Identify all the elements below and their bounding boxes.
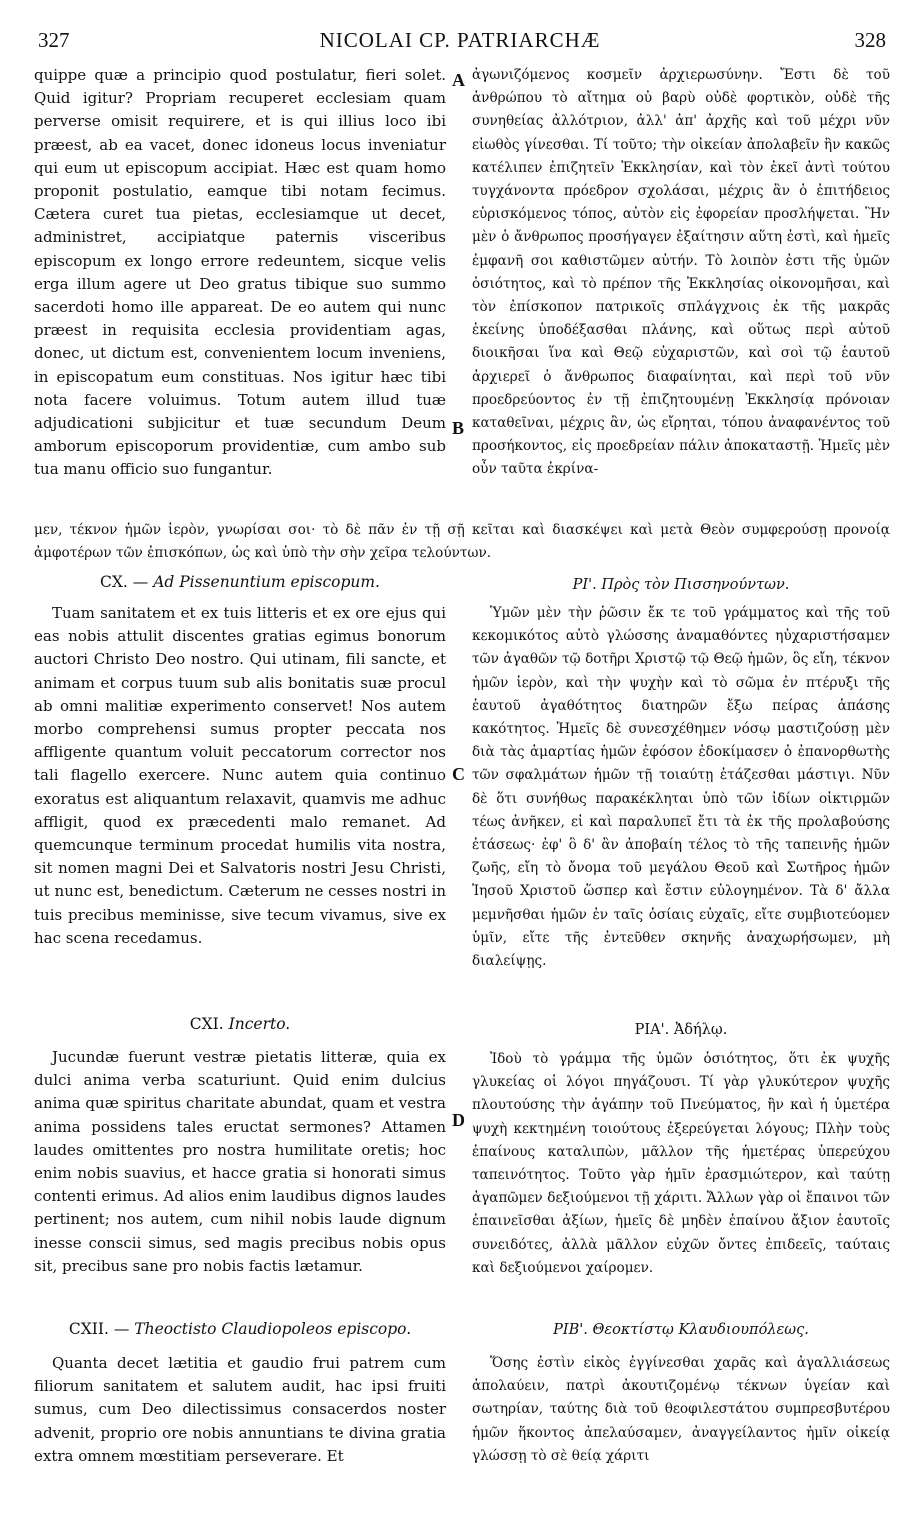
heading-title: Incerto.	[228, 1015, 291, 1033]
latin-paragraph-4: Quanta decet lætitia et gaudio frui patrem cum filiorum sanitatem et salutem audit, hac ipsi fruiti sumus, cum Deo dilectissimus consacerdos noster advenit, proprio ore nobis annuntians te divina gratia extra omnem mœstitiam perseverare. Et	[34, 1354, 446, 1465]
heading-number: CX. —	[100, 573, 154, 591]
heading-number: CXI.	[189, 1015, 229, 1033]
margin-mark-b: B	[452, 418, 465, 438]
page-number-right: 328	[854, 28, 886, 52]
greek-letter-111	[472, 1048, 890, 1280]
latin-column	[34, 64, 446, 482]
heading-title: ΡΙΒ'. Θεοκτίστῳ Κλαυδιουπόλεως.	[553, 1322, 809, 1338]
greek-letter-110	[472, 602, 890, 973]
latin-paragraph-1: quippe quæ a principio quod postulatur, fieri solet. Quid igitur? Propriam recuperet ecclesiam quam perverse omisit requirere, et is qui illius loco ibi præest, ab ea vacet, donec idoneus locus inveniatur qui eum ut episcopum accipiat. Hæc est quam homo proponit postulatio, eamque tibi notam fecimus. Cætera curet tua pietas, ecclesiamque ut decet, administret, accipiatque paternis visceribus episcopum ex longo errore redeuntem, sicque velis erga illum agere ut Deo gratus tibique suo summo sacerdoti homo ille appareat. De eo autem qui nunc præest in requisita ecclesia providentiam agas, donec, ut dictum est, convenientem locum inveniens, in episcopatum eum constituas. Nos igitur hæc tibi nota facere voluimus. Totum autem illud tuæ adjudicationi subjicitur et tuæ secundum Deum amborum episcoporum providentiæ, cum ambo sub tua manu officio suo fungantur.	[34, 66, 446, 479]
latin-heading-110	[34, 570, 446, 594]
greek-spanning-lines: μεν, τέκνον ἡμῶν ἱερὸν, γνωρίσαι σοι· τὸ δὲ πᾶν ἐν τῇ σῇ κεῖται καὶ διασκέψει καὶ μετὰ Θεὸν συμφερούσῃ προνοίᾳ ἀμφοτέρων τῶν ἐπισκόπων, ὡς καὶ ὑπὸ τὴν σὴν χεῖρα τελούντων.	[34, 522, 890, 561]
latin-heading-112	[34, 1317, 446, 1341]
greek-heading-111	[472, 1018, 890, 1042]
latin-paragraph-2: Tuam sanitatem et ex tuis litteris et ex ore ejus qui eas nobis attulit discentes gratias egimus bonorum auctori Christo Deo nostro. Qui utinam, fili sancte, et animam et corpus tuum sub alis bonitatis suæ procul ab omni malitiæ experimento conservet! Nos autem morbo comprehensi sumus propter peccata nos affligente quantum voluit peccatorum corrector nos tali flagello exercere. Nunc autem quia continuo exoratus est aliquantum relaxavit, quamvis me adhuc affligit, quod ex præcedenti malo remanet. Ad quemcunque terminum procedat humilis vita nostra, sit nomen magni Dei et Salvatoris nostri Jesu Christi, ut nunc est, benedictum. Cæterum ne cesses nostri in tuis precibus meminisse, sive tecum vivamus, sive ex hac scena recedamus.	[34, 604, 446, 947]
heading-number: CXII. —	[68, 1320, 135, 1338]
greek-column	[472, 64, 890, 482]
margin-mark-c: C	[452, 764, 465, 784]
greek-paragraph-1: ἀγωνιζόμενος κοσμεῖν ἀρχιερωσύνην. Ἔστι δὲ τοῦ ἀνθρώπου τὸ αἴτημα οὐ βαρὺ οὐδὲ φορτικὸν, οὐδὲ τῆς συνηθείας ἀλλότριον, ἀλλ' ἀπ' ἀρχῆς καὶ τοῦ μέχρι νῦν εἰωθὸς γίνεσθαι. Τί τοῦτο; τὴν οἰκείαν ἀπολαβεῖν ἣν κακῶς κατέλιπεν ἐπιζητεῖν Ἐκκλησίαν, καὶ τὸν ἐκεῖ ἀντὶ τούτου τυγχάνοντα πρόεδρον σχολάσαι, μέχρις ἂν ὁ ἐπιτήδειος εὑρισκόμενος τόπος, αὐτὸν εἰς ἐφορείαν προσλήψεται. Ἣν μὲν ὁ ἄνθρωπος προσήγαγεν ἐξαίτησιν αὕτη ἐστὶ, καὶ ἡμεῖς ἐμφανῆ σοι καθιστῶμεν αὐτήν. Τὸ λοιπὸν ἐστι τῆς ὑμῶν ὁσιότητος, καὶ τὸ πρέπον τῆς Ἐκκλησίας οἰκονομῆσαι, καὶ τὸν ἐπίσκοπον πατρικοῖς σπλάγχνοις ἐκ τῆς μακρᾶς ἐκείνης ὑποδέξασθαι πλάνης, καὶ οὕτως περὶ αὐτοῦ διοικῆσαι ἵνα καὶ Θεῷ εὐχαριστῶν, καὶ σοὶ τῷ ἑαυτοῦ ἀρχιερεῖ ὁ ἄνθρωπος διαφαίνηται, καὶ περὶ τοῦ νῦν προεδρεύοντος ἐν τῇ ἐπιζητουμένῃ Ἐκκλησίᾳ πρόνοιαν καταθεῖναι, μέχρις ἂν, ὡς εἴρηται, τόπου ἀναφανέντος τοῦ προσήκοντος, εἰς προεδρείαν πάλιν ἀποκαταστῇ. Ἡμεῖς μὲν οὖν ταῦτα ἐκρίνα-	[472, 67, 890, 478]
heading-title: ΡΙ'. Πρὸς τὸν Πισσηνούντων.	[572, 577, 790, 593]
greek-paragraph-4: Ὅσης ἐστὶν εἰκὸς ἐγγίνεσθαι χαρᾶς καὶ ἀγαλλιάσεως ἀπολαύειν, πατρὶ ἀκουτιζομένῳ τέκνων ὑγείαν καὶ σωτηρίαν, ταύτης διὰ τοῦ θεοφιλεστάτου συμπρεσβυτέρου ἡμῶν ἥκοντος ἀπελαύσαμεν, ἀναγγείλαντος ἡμῖν οἰκείᾳ γλώσσῃ τὸ σὲ θείᾳ χάριτι	[472, 1355, 890, 1464]
running-title: NICOLAI CP. PATRIARCHÆ	[319, 28, 601, 52]
greek-heading-112	[472, 1318, 890, 1342]
margin-mark-d: D	[452, 1110, 465, 1130]
latin-letter-111	[34, 1046, 446, 1278]
heading-title: ΡΙΑ'. Ἀδήλῳ.	[634, 1022, 728, 1038]
greek-paragraph-3: Ἰδοὺ τὸ γράμμα τῆς ὑμῶν ὁσιότητος, ὅτι ἐκ ψυχῆς γλυκείας οἱ λόγοι πηγάζουσι. Τί γὰρ γλυκύτερον ψυχῆς πλουτούσης τὴν ἀγάπην τοῦ Πνεύματος, ἣν καὶ ἡ ὑμετέρα ψυχὴ κεκτημένη τοιούτους ἐξερεύγεται λόγους; Πλὴν τοὺς ἐπαίνους καταλιπὼν, μᾶλλον τῆς ἡμετέρας ὑπερεύχου ταπεινότητος. Τοῦτο γὰρ ἡμῖν ἐρασμιώτερον, καὶ ταύτῃ ἀγαπῶμεν δεξιούμενοι τῇ χάριτι. Ἄλλων γὰρ οἱ ἔπαινοι τῶν ἐπαινεῖσθαι ἀξίων, ἡμεῖς δὲ μηδὲν ἐπαίνου ἄξιον ἑαυτοῖς συνειδότες, ἀλλὰ μᾶλλον εὐχῶν ὄντες ἐπιδεεῖς, ταύταις καὶ δεξιούμενοι χαίρομεν.	[472, 1051, 890, 1276]
greek-heading-110	[472, 573, 890, 597]
latin-letter-110	[34, 602, 446, 950]
margin-mark-a: A	[452, 70, 465, 90]
running-header	[30, 28, 890, 58]
heading-title: Theoctisto Claudiopoleos episcopo.	[134, 1320, 412, 1338]
latin-letter-112	[34, 1352, 446, 1468]
greek-paragraph-2: Ὑμῶν μὲν τὴν ῥῶσιν ἔκ τε τοῦ γράμματος καὶ τῆς τοῦ κεκομικότος αὐτὸ γλώσσης ἀναμαθόντες ηὐχαριστήσαμεν τῶν ἀγαθῶν τῷ δοτῆρι Χριστῷ τῷ Θεῷ ἡμῶν, ὃς εἴη, τέκνον ἡμῶν ἱερὸν, καὶ τὴν ψυχὴν καὶ τὸ σῶμα ἐν πτέρυξι τῆς ἑαυτοῦ ἀγαθότητος διατηρῶν ἔξω πείρας ἁπάσης κακότητος. Ἡμεῖς δὲ συνεσχέθημεν νόσῳ μαστιζούσῃ μὲν διὰ τὰς ἁμαρτίας ἡμῶν ἐφόσον ἐδοκίμασεν ὁ ἐπανορθωτὴς τῶν σφαλμάτων ἡμῶν τῇ τοιαύτῃ ἐτάζεσθαι μάστιγι. Νῦν δὲ ὅτι συνήθως παρακέκληται ὑπὸ τῶν ἰδίων οἰκτιρμῶν τέως ἀνῆκεν, εἰ καὶ παραλυπεῖ ἔτι τὰ ἐκ τῆς προλαβούσης ἐτάσεως· ἐφ' ὃ δ' ἂν ἀποβαίη τέλος τὸ τῆς ταπεινῆς ἡμῶν ζωῆς, εἴη τὸ ὄνομα τοῦ μεγάλου Θεοῦ καὶ Σωτῆρος ἡμῶν Ἰησοῦ Χριστοῦ ὥσπερ καὶ ἔστιν εὐλογημένον. Τὰ δ' ἄλλα μεμνῆσθαι ἡμῶν ἐν ταῖς ὁσίαις εὐχαῖς, εἴτε συμβιοτεύομεν ὑμῖν, εἴτε τῆς ἐντεῦθεν σκηνῆς ἀναχωρήσωμεν, μὴ διαλείψῃς.	[472, 605, 890, 970]
greek-letter-112	[472, 1352, 890, 1468]
latin-heading-111	[34, 1012, 446, 1036]
latin-paragraph-3: Jucundæ fuerunt vestræ pietatis litteræ, quia ex dulci anima verba scaturiunt. Quid enim dulcius anima quæ spiritus charitate abundat, quam et vestra anima possidens tales eructat sermones? Attamen laudes omittentes pro nostra humilitate oretis; hoc enim nobis suavius, et hacce gratia si honorati simus contenti erimus. Ad alios enim laudibus dignos laudes pertinent; nos autem, cum nihil nobis laude dignum inesse conscii simus, sed magis precibus nobis opus sit, precibus sane pro nobis factis lætamur.	[34, 1048, 446, 1275]
heading-title: Ad Pissenuntium episcopum.	[153, 573, 380, 591]
page-number-left: 327	[38, 28, 70, 52]
